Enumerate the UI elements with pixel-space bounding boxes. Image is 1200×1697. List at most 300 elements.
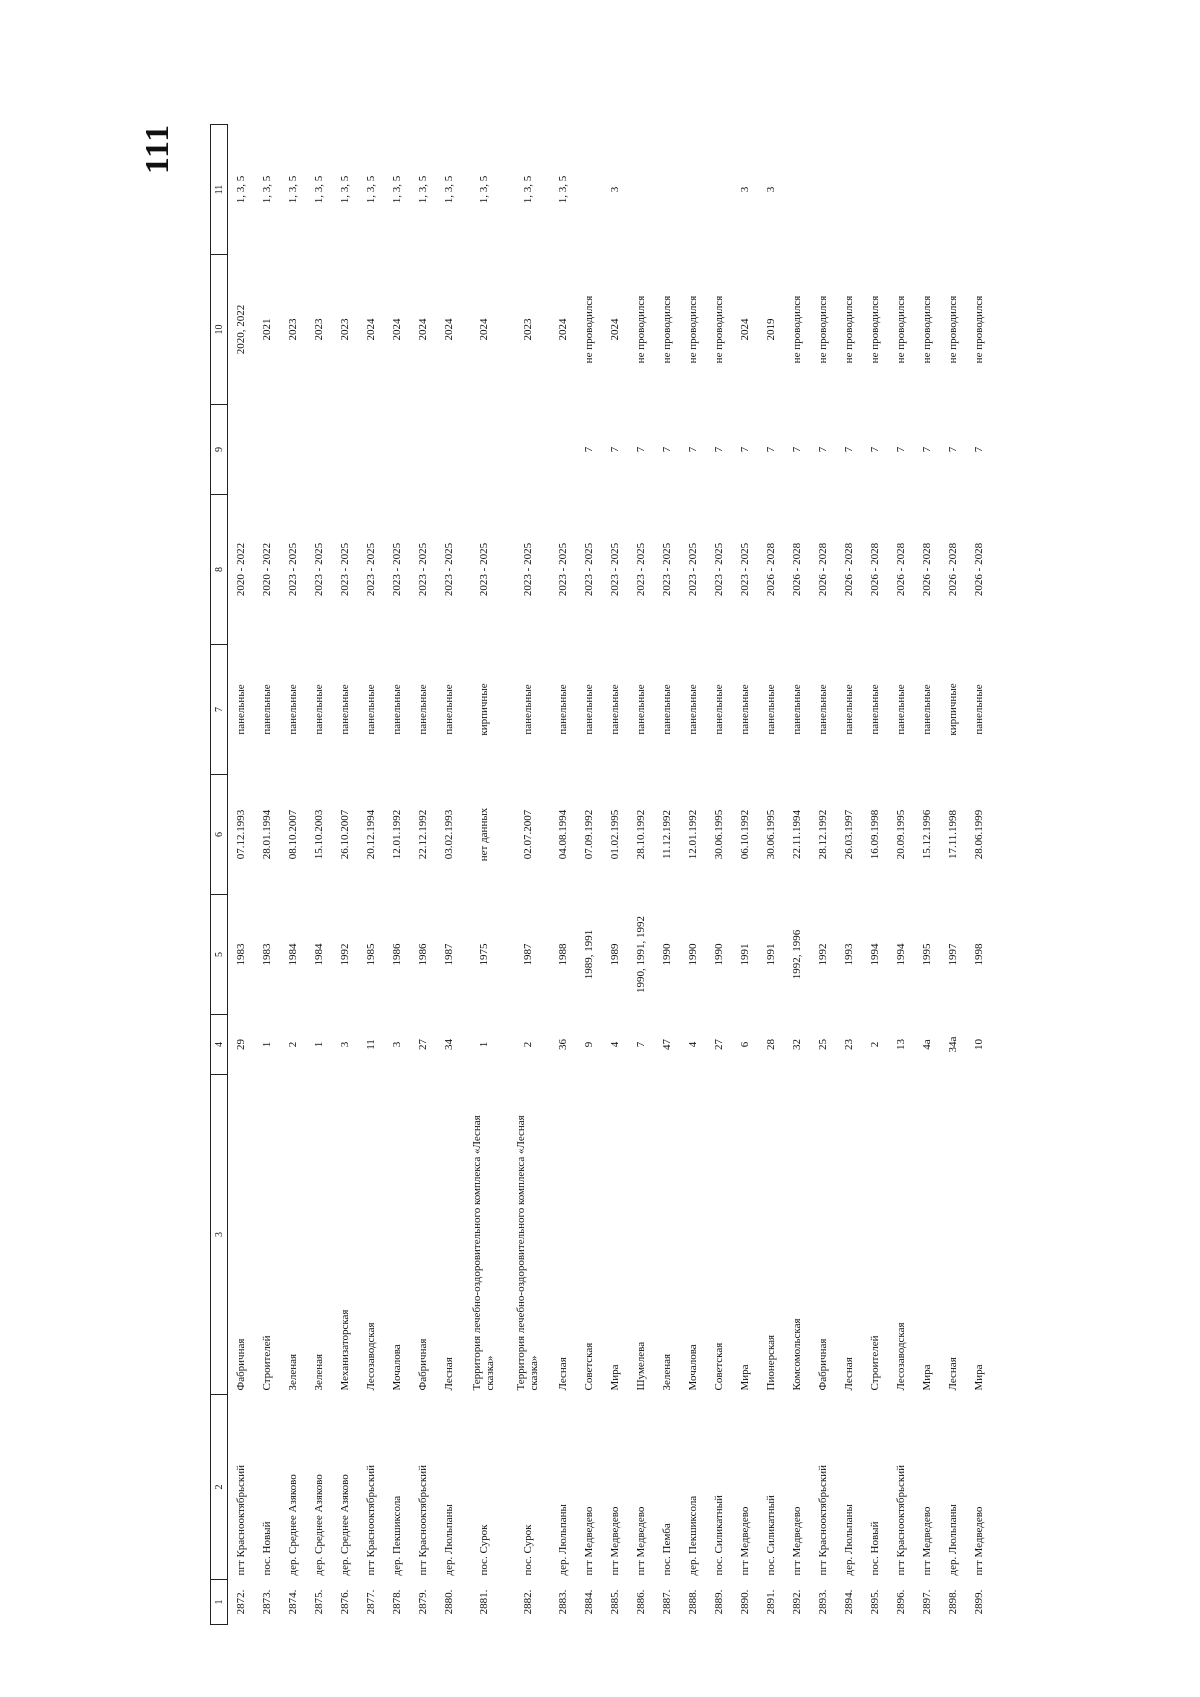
cell-c5: 1992, 1996	[790, 929, 803, 980]
cell-c11: 1, 3, 5	[312, 175, 325, 204]
cell-c9: 7	[712, 446, 725, 453]
header-cell: 7	[211, 645, 228, 775]
cell-c8: 2023 - 2025	[660, 542, 673, 597]
cell-c8: 2023 - 2025	[686, 542, 699, 597]
cell-c9	[384, 405, 410, 495]
cell-c11	[888, 125, 914, 255]
cell-c9: 7	[634, 446, 647, 453]
cell-c1: 2897.	[920, 1589, 933, 1615]
cell-c11: 1, 3, 5	[286, 175, 299, 204]
cell-c1: 2892.	[790, 1589, 803, 1615]
cell-c9	[358, 405, 384, 495]
cell-c3: Строителей	[260, 1335, 273, 1391]
cell-c8: 2020 - 2022	[234, 542, 247, 597]
cell-c7: кирпичные	[477, 683, 490, 736]
cell-c7: панельные	[738, 684, 751, 735]
cell-c3: Территория лечебно-оздоровительного комплекса «Лесная сказка»	[471, 1115, 496, 1391]
cell-c8: 2023 - 2025	[338, 542, 351, 597]
cell-c7: панельные	[390, 684, 403, 735]
cell-c10: 2024	[390, 318, 403, 341]
table-row	[358, 125, 384, 1625]
cell-c4: 27	[416, 1039, 429, 1050]
cell-c4: 11	[364, 1039, 377, 1050]
cell-c2: дер. Люльпаны	[842, 1504, 855, 1576]
header-cell: 3	[211, 1075, 228, 1395]
cell-c9	[332, 405, 358, 495]
cell-c6: 22.11.1994	[790, 809, 803, 860]
cell-c6: 17.11.1998	[946, 809, 959, 860]
cell-c6: 15.12.1996	[920, 809, 933, 860]
cell-c5: 1990	[712, 943, 725, 966]
cell-c8: 2023 - 2025	[521, 542, 534, 597]
cell-c2: дер. Люльпаны	[946, 1504, 959, 1576]
cell-c10: не проводился	[816, 295, 829, 364]
cell-c3: Фабричная	[416, 1338, 429, 1391]
cell-c9	[462, 405, 506, 495]
cell-c7: панельные	[286, 684, 299, 735]
cell-c5: 1988	[556, 943, 569, 966]
table-row	[888, 125, 914, 1625]
cell-c2: пгт Краснооктябрьский	[364, 1465, 377, 1576]
cell-c3: Зеленая	[660, 1353, 673, 1391]
cell-c1: 2894.	[842, 1589, 855, 1615]
cell-c11	[966, 125, 992, 255]
cell-c7: панельные	[712, 684, 725, 735]
cell-c3: Лесозаводская	[364, 1322, 377, 1391]
cell-c5: 1986	[390, 943, 403, 966]
table-row	[506, 125, 550, 1625]
cell-c10: 2024	[608, 318, 621, 341]
cell-c9: 7	[738, 446, 751, 453]
cell-c10: не проводился	[972, 295, 985, 364]
header-cell: 5	[211, 895, 228, 1015]
cell-c9: 7	[842, 446, 855, 453]
cell-c9: 7	[764, 446, 777, 453]
cell-c11: 1, 3, 5	[234, 175, 247, 204]
cell-c3: Советская	[582, 1342, 595, 1391]
cell-c4: 23	[842, 1039, 855, 1050]
cell-c7: панельные	[790, 684, 803, 735]
cell-c5: 1990	[660, 943, 673, 966]
cell-c6: 28.01.1994	[260, 809, 273, 860]
cell-c2: пгт Медведево	[790, 1506, 803, 1576]
cell-c8: 2026 - 2028	[816, 542, 829, 597]
cell-c7: панельные	[260, 684, 273, 735]
cell-c2: пгт Медведево	[972, 1506, 985, 1576]
table-row	[654, 125, 680, 1625]
cell-c6: 28.12.1992	[816, 809, 829, 860]
cell-c7: панельные	[634, 684, 647, 735]
cell-c6: нет данных	[477, 807, 490, 862]
cell-c3: Зеленая	[312, 1353, 325, 1391]
cell-c7: панельные	[416, 684, 429, 735]
cell-c2: пгт Медведево	[920, 1506, 933, 1576]
cell-c4: 4а	[920, 1039, 933, 1050]
header-cell: 9	[211, 405, 228, 495]
cell-c2: пос. Новый	[868, 1521, 881, 1576]
cell-c2: дер. Среднее Азяково	[312, 1474, 325, 1576]
cell-c1: 2884.	[582, 1589, 595, 1615]
cell-c11: 1, 3, 5	[364, 175, 377, 204]
cell-c5: 1992	[338, 943, 351, 966]
cell-c7: кирпичные	[946, 683, 959, 736]
cell-c11	[810, 125, 836, 255]
cell-c6: 26.03.1997	[842, 809, 855, 860]
cell-c5: 1984	[312, 943, 325, 966]
cell-c10: 2024	[556, 318, 569, 341]
cell-c6: 07.12.1993	[234, 809, 247, 860]
cell-c7: панельные	[312, 684, 325, 735]
cell-c10: 2024	[364, 318, 377, 341]
cell-c6: 26.10.2007	[338, 809, 351, 860]
cell-c7: панельные	[582, 684, 595, 735]
table-row	[628, 125, 654, 1625]
cell-c9: 7	[686, 446, 699, 453]
cell-c4: 3	[338, 1041, 351, 1048]
cell-c7: панельные	[816, 684, 829, 735]
cell-c9: 7	[920, 446, 933, 453]
cell-c5: 1992	[816, 943, 829, 966]
cell-c10: 2024	[738, 318, 751, 341]
cell-c4: 29	[234, 1039, 247, 1050]
cell-c2: дер. Пекшиксола	[686, 1495, 699, 1576]
cell-c10: не проводился	[686, 295, 699, 364]
cell-c4: 28	[764, 1039, 777, 1050]
table-body	[228, 125, 993, 1625]
cell-c7: панельные	[608, 684, 621, 735]
cell-c3: Шумелева	[634, 1341, 647, 1391]
cell-c6: 12.01.1992	[686, 809, 699, 860]
cell-c8: 2023 - 2025	[286, 542, 299, 597]
cell-c10: не проводился	[660, 295, 673, 364]
cell-c7: панельные	[660, 684, 673, 735]
cell-c8: 2023 - 2025	[556, 542, 569, 597]
cell-c3: Мира	[738, 1364, 751, 1391]
cell-c9: 7	[946, 446, 959, 453]
cell-c11	[940, 125, 966, 255]
cell-c10: не проводился	[790, 295, 803, 364]
cell-c6: 04.08.1994	[556, 809, 569, 860]
table-row	[254, 125, 280, 1625]
cell-c5: 1991	[764, 943, 777, 966]
cell-c11: 1, 3, 5	[260, 175, 273, 204]
cell-c11	[784, 125, 810, 255]
table-row	[836, 125, 862, 1625]
cell-c9	[306, 405, 332, 495]
cell-c8: 2023 - 2025	[738, 542, 751, 597]
cell-c8: 2023 - 2025	[477, 542, 490, 597]
cell-c5: 1984	[286, 943, 299, 966]
cell-c6: 02.07.2007	[521, 809, 534, 860]
cell-c10: 2024	[442, 318, 455, 341]
header-row	[211, 125, 228, 1625]
cell-c4: 2	[521, 1041, 534, 1048]
cell-c5: 1983	[260, 943, 273, 966]
cell-c5: 1995	[920, 943, 933, 966]
cell-c4: 34а	[946, 1036, 959, 1053]
cell-c6: 01.02.1995	[608, 809, 621, 860]
cell-c5: 1989, 1991	[582, 929, 595, 980]
cell-c11	[836, 125, 862, 255]
cell-c4: 6	[738, 1041, 751, 1048]
cell-c3: Лесная	[946, 1357, 959, 1391]
table-row	[576, 125, 602, 1625]
page-number: 111	[139, 123, 176, 175]
cell-c8: 2023 - 2025	[582, 542, 595, 597]
cell-c11: 1, 3, 5	[556, 175, 569, 204]
cell-c5: 1991	[738, 943, 751, 966]
cell-c5: 1990	[686, 943, 699, 966]
cell-c10: 2023	[286, 318, 299, 341]
header-cell: 8	[211, 495, 228, 645]
cell-c4: 4	[686, 1041, 699, 1048]
cell-c1: 2880.	[442, 1589, 455, 1615]
cell-c1: 2882.	[521, 1589, 534, 1615]
cell-c3: Советская	[712, 1342, 725, 1391]
table-row	[436, 125, 462, 1625]
cell-c5: 1990, 1991, 1992	[634, 916, 647, 993]
cell-c6: 20.12.1994	[364, 809, 377, 860]
cell-c6: 08.10.2007	[286, 809, 299, 860]
cell-c11	[862, 125, 888, 255]
cell-c1: 2896.	[894, 1589, 907, 1615]
cell-c9	[254, 405, 280, 495]
cell-c11: 1, 3, 5	[442, 175, 455, 204]
cell-c6: 28.06.1999	[972, 809, 985, 860]
header-cell: 6	[211, 775, 228, 895]
cell-c3: Мочалова	[686, 1344, 699, 1391]
cell-c1: 2874.	[286, 1589, 299, 1615]
cell-c4: 3	[390, 1041, 403, 1048]
cell-c7: панельные	[338, 684, 351, 735]
cell-c11: 1, 3, 5	[477, 175, 490, 204]
cell-c6: 16.09.1998	[868, 809, 881, 860]
cell-c1: 2881.	[477, 1589, 490, 1615]
cell-c11	[914, 125, 940, 255]
cell-c3: Строителей	[868, 1335, 881, 1391]
cell-c2: пос. Силикатный	[712, 1495, 725, 1576]
cell-c8: 2026 - 2028	[946, 542, 959, 597]
cell-c3: Пионерская	[764, 1334, 777, 1391]
cell-c2: пгт Медведево	[634, 1506, 647, 1576]
cell-c4: 1	[477, 1041, 490, 1048]
cell-c5: 1986	[416, 943, 429, 966]
cell-c3: Территория лечебно-оздоровительного комплекса «Лесная сказка»	[515, 1115, 540, 1391]
cell-c4: 2	[286, 1041, 299, 1048]
table-row	[862, 125, 888, 1625]
cell-c10: 2019	[764, 318, 777, 341]
cell-c1: 2883.	[556, 1589, 569, 1615]
cell-c8: 2023 - 2025	[364, 542, 377, 597]
cell-c7: панельные	[556, 684, 569, 735]
cell-c1: 2877.	[364, 1589, 377, 1615]
cell-c3: Фабричная	[816, 1338, 829, 1391]
table-row	[758, 125, 784, 1625]
cell-c2: пгт Краснооктябрьский	[816, 1465, 829, 1576]
cell-c3: Мира	[972, 1364, 985, 1391]
header-cell: 11	[211, 125, 228, 255]
table-row	[914, 125, 940, 1625]
cell-c8: 2026 - 2028	[920, 542, 933, 597]
cell-c8: 2023 - 2025	[416, 542, 429, 597]
cell-c2: дер. Люльпаны	[442, 1504, 455, 1576]
cell-c4: 25	[816, 1039, 829, 1050]
cell-c6: 15.10.2003	[312, 809, 325, 860]
cell-c10: не проводился	[868, 295, 881, 364]
cell-c10: не проводился	[712, 295, 725, 364]
cell-c8: 2026 - 2028	[868, 542, 881, 597]
cell-c2: пос. Новый	[260, 1521, 273, 1576]
cell-c5: 1994	[894, 943, 907, 966]
cell-c10: 2020, 2022	[234, 304, 247, 355]
cell-c2: пос. Пемба	[660, 1523, 673, 1576]
cell-c5: 1989	[608, 943, 621, 966]
cell-c9: 7	[660, 446, 673, 453]
cell-c7: панельные	[686, 684, 699, 735]
cell-c1: 2887.	[660, 1589, 673, 1615]
cell-c5: 1983	[234, 943, 247, 966]
table-row	[680, 125, 706, 1625]
cell-c10: 2023	[338, 318, 351, 341]
cell-c6: 30.06.1995	[712, 809, 725, 860]
cell-c1: 2879.	[416, 1589, 429, 1615]
cell-c5: 1985	[364, 943, 377, 966]
cell-c4: 36	[556, 1039, 569, 1050]
cell-c2: пгт Медведево	[608, 1506, 621, 1576]
cell-c4: 1	[312, 1041, 325, 1048]
cell-c9	[436, 405, 462, 495]
table-row	[228, 125, 255, 1625]
cell-c7: панельные	[894, 684, 907, 735]
cell-c9	[228, 405, 255, 495]
cell-c8: 2023 - 2025	[712, 542, 725, 597]
cell-c7: панельные	[868, 684, 881, 735]
cell-c2: пгт Краснооктябрьский	[234, 1465, 247, 1576]
cell-c8: 2026 - 2028	[764, 542, 777, 597]
cell-c3: Лесная	[442, 1357, 455, 1391]
table-row	[966, 125, 992, 1625]
cell-c11: 3	[738, 186, 751, 193]
table-row	[384, 125, 410, 1625]
cell-c11	[680, 125, 706, 255]
cell-c8: 2026 - 2028	[842, 542, 855, 597]
cell-c6: 28.10.1992	[634, 809, 647, 860]
cell-c10: 2023	[312, 318, 325, 341]
cell-c3: Лесная	[556, 1357, 569, 1391]
cell-c6: 03.02.1993	[442, 809, 455, 860]
cell-c1: 2899.	[972, 1589, 985, 1615]
cell-c8: 2023 - 2025	[608, 542, 621, 597]
cell-c10: не проводился	[582, 295, 595, 364]
cell-c1: 2878.	[390, 1589, 403, 1615]
cell-c8: 2023 - 2025	[312, 542, 325, 597]
cell-c5: 1987	[442, 943, 455, 966]
cell-c9: 7	[868, 446, 881, 453]
cell-c4: 1	[260, 1041, 273, 1048]
cell-c2: дер. Пекшиксола	[390, 1495, 403, 1576]
cell-c4: 9	[582, 1041, 595, 1048]
cell-c10: не проводился	[894, 295, 907, 364]
cell-c4: 32	[790, 1039, 803, 1050]
cell-c8: 2026 - 2028	[790, 542, 803, 597]
housing-table	[210, 124, 992, 1625]
table-row	[280, 125, 306, 1625]
cell-c6: 11.12.1992	[660, 809, 673, 860]
cell-c4: 2	[868, 1041, 881, 1048]
cell-c2: пгт Медведево	[738, 1506, 751, 1576]
cell-c7: панельные	[521, 684, 534, 735]
cell-c9	[280, 405, 306, 495]
cell-c10: не проводился	[634, 295, 647, 364]
cell-c9	[410, 405, 436, 495]
cell-c1: 2898.	[946, 1589, 959, 1615]
cell-c2: дер. Среднее Азяково	[286, 1474, 299, 1576]
cell-c2: пгт Медведево	[582, 1506, 595, 1576]
table-row	[602, 125, 628, 1625]
cell-c8: 2026 - 2028	[894, 542, 907, 597]
cell-c3: Лесозаводская	[894, 1322, 907, 1391]
cell-c1: 2885.	[608, 1589, 621, 1615]
header-cell: 2	[211, 1395, 228, 1580]
cell-c1: 2890.	[738, 1589, 751, 1615]
cell-c7: панельные	[442, 684, 455, 735]
cell-c2: пос. Силикатный	[764, 1495, 777, 1576]
cell-c10: 2021	[260, 318, 273, 341]
table-row	[810, 125, 836, 1625]
cell-c8: 2020 - 2022	[260, 542, 273, 597]
cell-c8: 2026 - 2028	[972, 542, 985, 597]
cell-c4: 27	[712, 1039, 725, 1050]
cell-c9: 7	[582, 446, 595, 453]
cell-c9: 7	[790, 446, 803, 453]
cell-c9	[550, 405, 576, 495]
cell-c11	[576, 125, 602, 255]
cell-c1: 2889.	[712, 1589, 725, 1615]
cell-c3: Комсомольская	[790, 1318, 803, 1391]
cell-c6: 30.06.1995	[764, 809, 777, 860]
cell-c11: 3	[764, 186, 777, 193]
cell-c11	[628, 125, 654, 255]
cell-c9: 7	[972, 446, 985, 453]
cell-c11	[654, 125, 680, 255]
cell-c1: 2888.	[686, 1589, 699, 1615]
cell-c3: Зеленая	[286, 1353, 299, 1391]
cell-c4: 7	[634, 1041, 647, 1048]
cell-c5: 1998	[972, 943, 985, 966]
cell-c1: 2873.	[260, 1589, 273, 1615]
cell-c4: 34	[442, 1039, 455, 1050]
cell-c11: 1, 3, 5	[338, 175, 351, 204]
table-row	[410, 125, 436, 1625]
table-row	[462, 125, 506, 1625]
table-row	[332, 125, 358, 1625]
cell-c5: 1997	[946, 943, 959, 966]
cell-c7: панельные	[842, 684, 855, 735]
cell-c3: Мира	[920, 1364, 933, 1391]
cell-c9	[506, 405, 550, 495]
cell-c6: 06.10.1992	[738, 809, 751, 860]
cell-c10: 2023	[521, 318, 534, 341]
header-cell: 10	[211, 255, 228, 405]
cell-c10: 2024	[477, 318, 490, 341]
cell-c11: 1, 3, 5	[416, 175, 429, 204]
cell-c9: 7	[608, 446, 621, 453]
cell-c3: Механизаторская	[338, 1309, 351, 1391]
cell-c3: Мочалова	[390, 1344, 403, 1391]
cell-c11: 3	[608, 186, 621, 193]
cell-c7: панельные	[364, 684, 377, 735]
cell-c10: не проводился	[920, 295, 933, 364]
